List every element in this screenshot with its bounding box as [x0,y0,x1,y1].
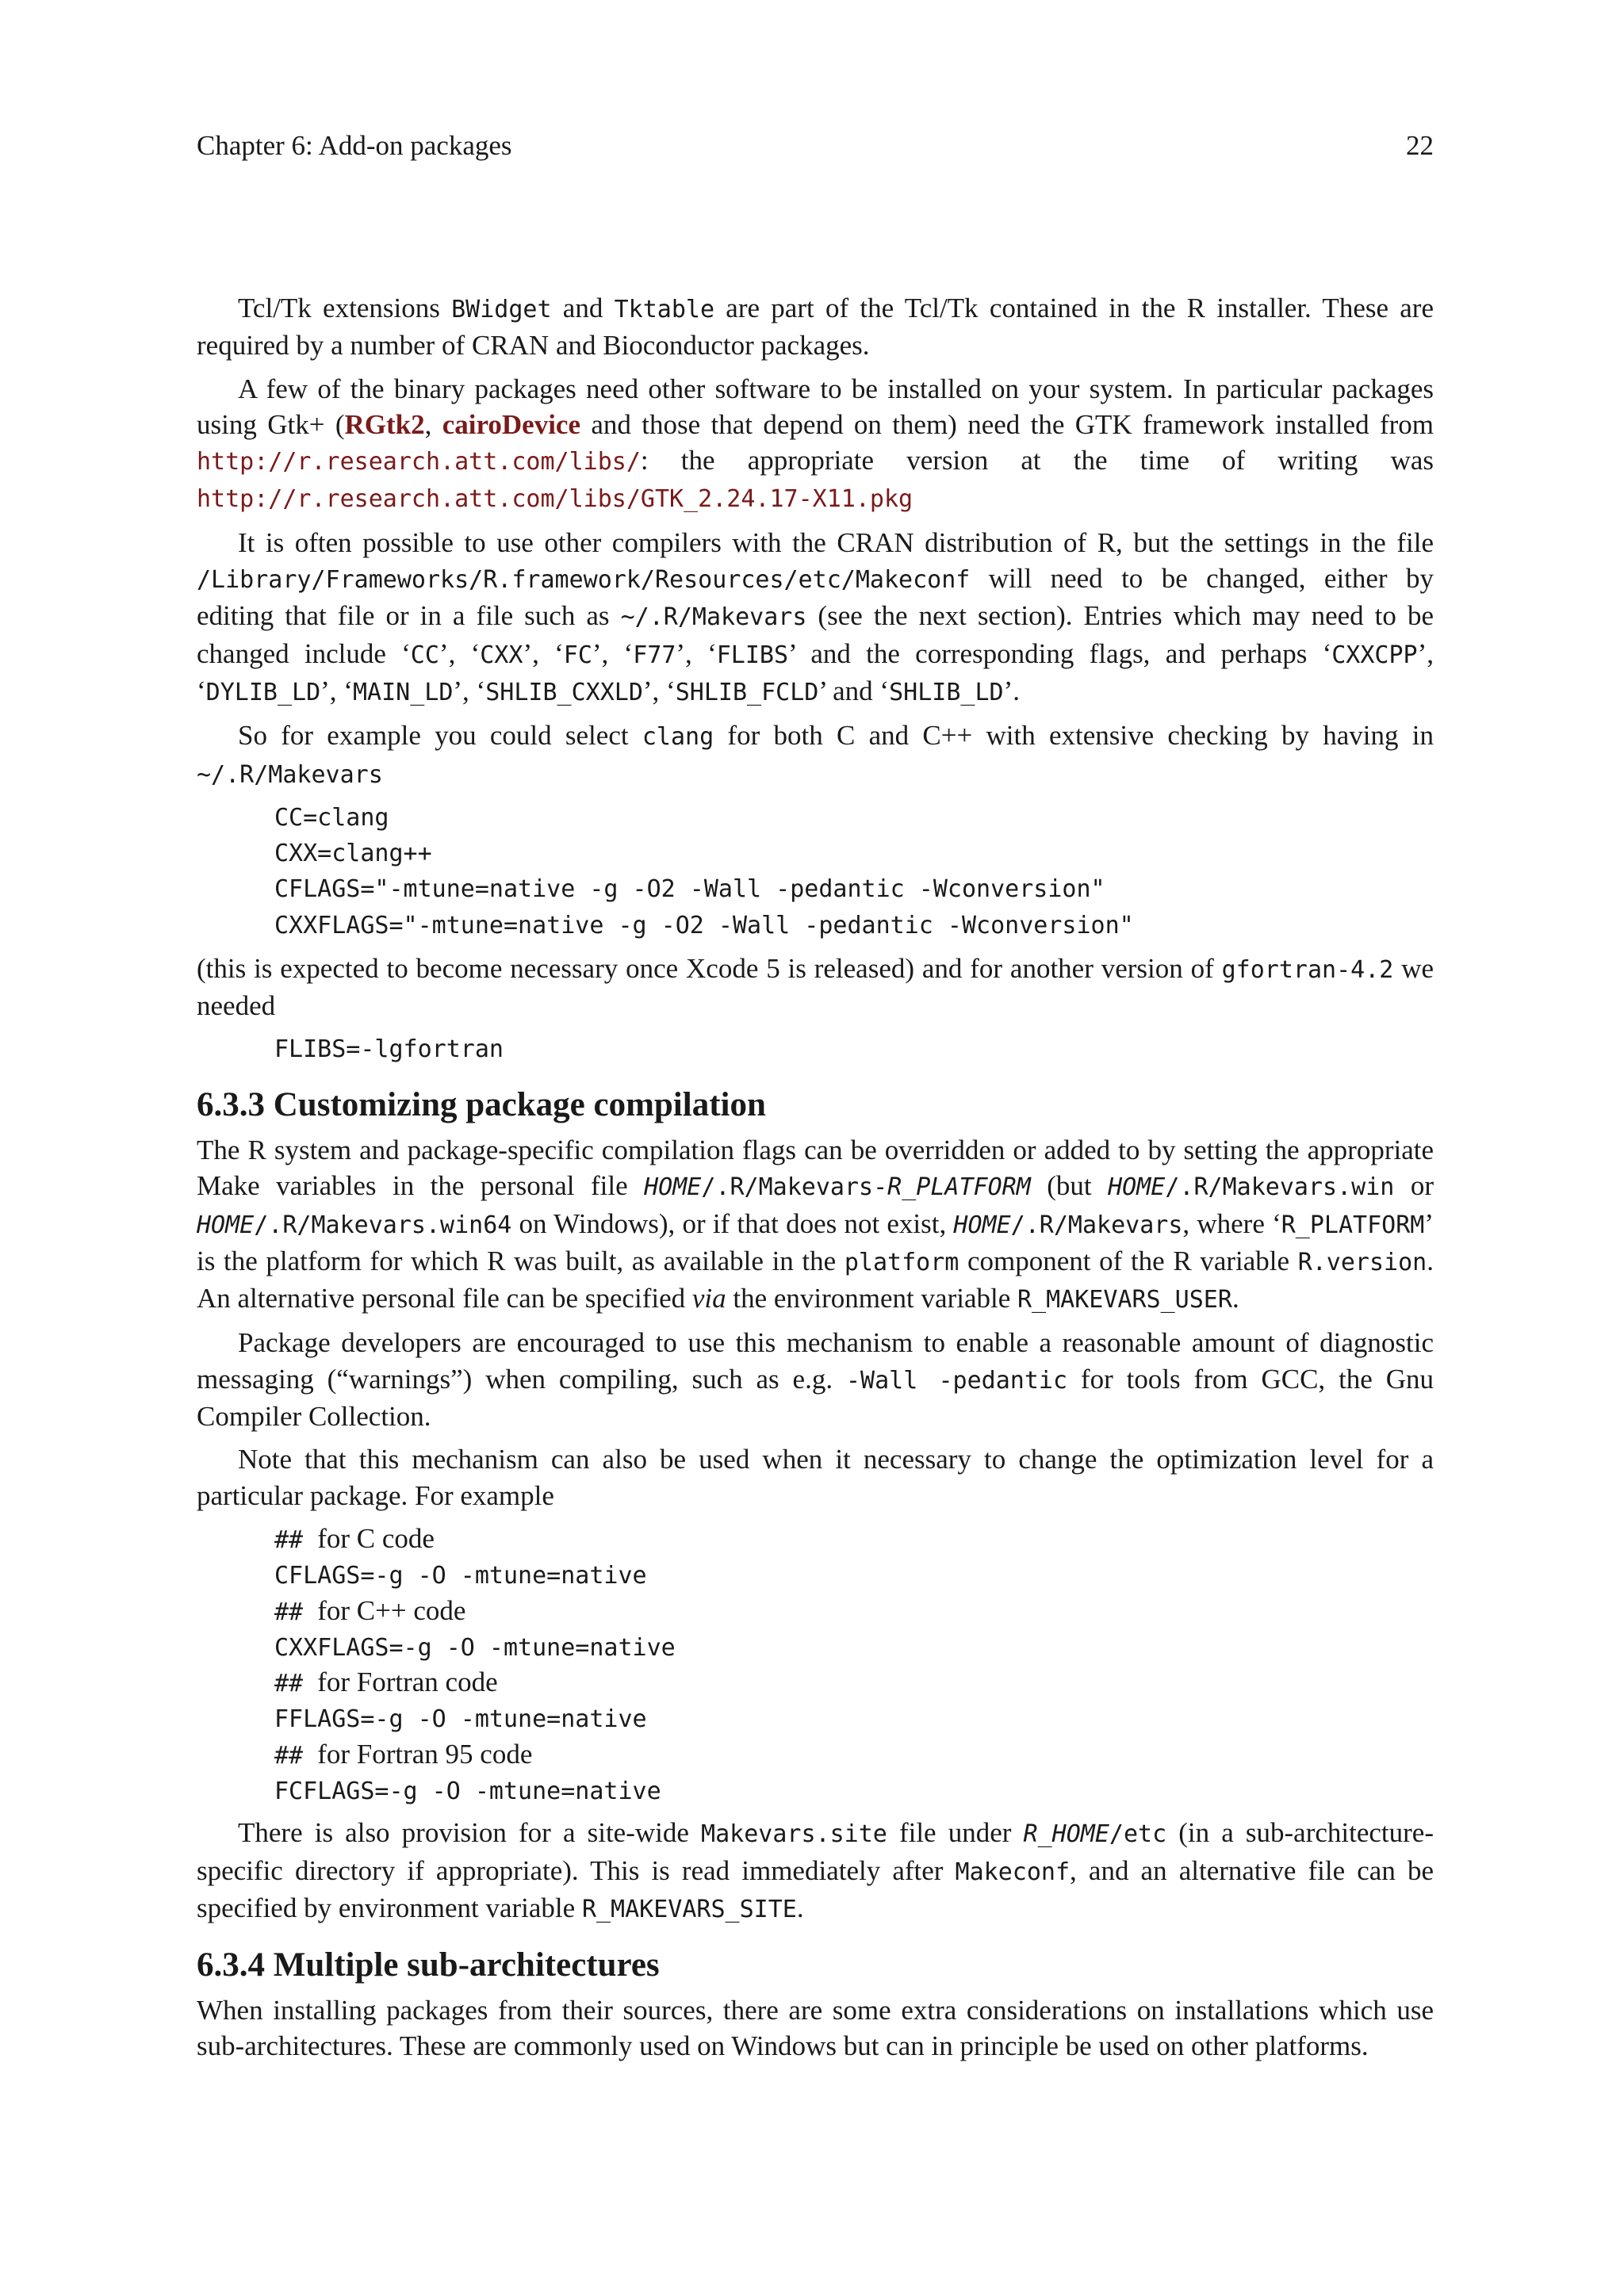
comment-text: for C++ code [317,1594,466,1626]
text: Package developers are encouraged to use this mechanism to enable a reasonable amount of diagnostic messaging (“warnings”) when compiling, such as e.g. [197,1327,1434,1395]
text: component of the R variable [959,1245,1298,1276]
text: and [551,293,615,323]
code-var: CXXCPP [1331,641,1418,669]
paragraph-tcltk [197,290,1434,364]
text: . [796,1892,804,1923]
code-var: R.version [1297,1248,1427,1276]
text: Note that this mechanism can also be used when it necessary to change the optimization level for a particular package. For example [197,1444,1434,1511]
code-line [274,1664,1434,1700]
paragraph-xcode [197,951,1434,1024]
code-block-clang: CC=clang CXX=clang++ CFLAGS="-mtune=native -g -O2 -Wall -pedantic -Wconversion" CXXFLAGS="-mtune=native -g -O2 -Wall -pedantic -Wconversion" [274,803,1134,939]
text: (see the next section). Entries which may need to be changed include ‘ [197,600,1434,669]
text: ’, ‘ [642,675,676,706]
text: or [1394,1170,1434,1202]
paragraph-developers [197,1325,1434,1434]
text: Tcl/Tk extensions [238,293,452,323]
code-line [274,1700,1434,1735]
code-var: FC [563,641,592,669]
code-var: DYLIB_LD [205,678,321,706]
text: and those that depend on them) need the GTK framework installed from [580,408,1434,440]
code-var-italic: HOME [197,1211,255,1239]
text: , where ‘ [1182,1207,1281,1239]
text: . An alternative personal file can be specified [197,1245,1434,1314]
code-path: /.R/Makevars- [701,1173,888,1202]
emphasis: via [691,1283,726,1314]
paragraph-binary-packages [197,371,1434,518]
code-line [274,1772,1434,1808]
code-makevars-path: ~/.R/Makevars [197,760,383,789]
code-var: CC [410,641,439,669]
comment-text: for Fortran 95 code [317,1738,533,1770]
text: ’. [1003,675,1020,706]
code-path: /.R/Makevars [1010,1211,1183,1239]
code-line [274,1736,1434,1772]
text: So for example you could select [238,720,642,752]
link-gtk-pkg-url[interactable]: http://r.research.att.com/libs/GTK_2.24.17-X11.pkg [197,485,914,514]
code-var-italic: R_PLATFORM [887,1173,1031,1202]
code-var-italic: R_HOME [1023,1820,1109,1849]
text: will need to be changed, either by editing that file or in a file such as [197,563,1434,632]
text: we needed [197,953,1434,1022]
text: ’ is the platform for which R was built, as available in the [197,1207,1434,1276]
text: (this is expected to become necessary once Xcode 5 is released) and for another version of [197,953,1222,985]
code-makeconf-path: /Library/Frameworks/R.framework/Resources/etc/Makeconf [197,566,971,595]
code-var: R_MAKEVARS_USER [1017,1286,1232,1314]
text: for both C and C++ with extensive checking by having in [714,720,1434,752]
text: : the appropriate version at the time of writing was [640,445,1434,476]
code-path: /.R/Makevars.win64 [254,1211,512,1239]
text: The R system and package-specific compilation flags can be overridden or added to by setting the appropriate Make variables in the personal file [197,1134,1434,1202]
code-makevars-path: ~/.R/Makevars [620,603,807,632]
code: ## [274,1525,318,1554]
code-line [274,1556,1434,1592]
code-var-italic: HOME [953,1211,1011,1239]
text: It is often possible to use other compilers with the CRAN distribution of R, but the settings in the file [238,526,1434,558]
section-heading-customizing: 6.3.3 Customizing package compilation [197,1085,766,1123]
text: ’, ‘ [453,675,486,706]
text: There is also provision for a site-wide [238,1817,702,1849]
code-var-italic: HOME [644,1173,702,1202]
paragraph-makevars [197,1132,1434,1318]
comment-text: for Fortran code [317,1667,498,1698]
text: . [1231,1283,1239,1314]
code-var: F77 [633,641,676,669]
page-body [197,290,1434,2072]
code-var: CXX [480,641,523,669]
link-cairodevice[interactable]: cairoDevice [442,408,580,440]
code-flags: -Wall -pedantic [845,1366,1068,1395]
text: A few of the binary packages need other software to be installed on your system. In particular packages using Gtk+ ( [197,373,1434,440]
code-line [274,1628,1434,1664]
text: ’, ‘ [523,637,564,669]
code-block-optimization [274,1521,1434,1808]
code-bwidget: BWidget [451,296,552,323]
code: FFLAGS=-g -O -mtune=native [274,1705,647,1734]
code-var: R_MAKEVARS_SITE [581,1895,797,1923]
code-var: SHLIB_FCLD [675,678,819,706]
link-libs-url[interactable]: http://r.research.att.com/libs/ [197,448,641,476]
page-number: 22 [1406,130,1434,161]
code: FCFLAGS=-g -O -mtune=native [274,1777,661,1805]
code-var: SHLIB_LD [889,678,1004,706]
text: ’, ‘ [592,637,634,669]
code-var-italic: HOME [1108,1173,1166,1202]
code: CXXFLAGS=-g -O -mtune=native [274,1633,676,1662]
paragraph-optimization [197,1441,1434,1513]
text: the environment variable [726,1283,1017,1314]
text: ’, ‘ [439,637,481,669]
code-var: platform [844,1248,959,1276]
code-var: MAIN_LD [352,678,454,706]
text: , [424,408,442,440]
text: ’, ‘ [197,637,1434,706]
paragraph-clang-example [197,718,1434,793]
comment-text: for C code [317,1522,435,1554]
text: ’, ‘ [676,637,717,669]
code: CFLAGS=-g -O -mtune=native [274,1562,647,1590]
code-var: FLIBS [716,641,789,669]
chapter-title: Chapter 6: Add-on packages [197,130,512,161]
text: for tools from GCC, the Gnu Compiler Collection. [197,1363,1434,1433]
text: are part of the Tcl/Tk contained in the R installer. These are required by a number of CRAN and Bioconductor packages. [197,293,1434,362]
code-var: R_PLATFORM [1281,1211,1425,1239]
code-var: SHLIB_CXXLD [485,678,643,706]
code-line [274,1593,1434,1628]
code-gfortran: gfortran-4.2 [1221,956,1394,985]
section-heading-subarch: 6.3.4 Multiple sub-architectures [197,1946,660,1984]
code: ## [274,1598,318,1626]
code-tktable: Tktable [614,296,715,323]
text: ’ and ‘ [818,675,890,706]
code-path: /.R/Makevars.win [1165,1173,1395,1202]
link-rgtk2[interactable]: RGtk2 [344,408,425,440]
code-path: /etc [1109,1820,1167,1849]
text: (in a sub-architecture-specific directory if appropriate). This is read immediately after [197,1817,1434,1886]
text: , and an alternative file can be specified by environment variable [197,1854,1434,1923]
paragraph-site-wide [197,1815,1434,1927]
code: ## [274,1670,318,1698]
code-makeconf: Makeconf [955,1858,1071,1886]
code-line [274,1521,1434,1556]
paragraph-subarch [197,1992,1434,2064]
code-makevars-site: Makevars.site [701,1820,887,1849]
text: (but [1030,1170,1109,1202]
text: ’, ‘ [320,675,353,706]
code-clang: clang [642,723,714,752]
text: on Windows), or if that does not exist, [511,1207,954,1239]
paragraph-compilers [197,525,1434,710]
text: When installing packages from their sources, there are some extra considerations on installations which use sub-architectures. These are commonly used on Windows but can in principle be used on other platforms. [197,1995,1434,2062]
text: ’ and the corresponding flags, and perhaps ‘ [788,637,1332,669]
code: ## [274,1741,318,1770]
code-block-flibs: FLIBS=-lgfortran [274,1035,504,1063]
text: file under [887,1817,1024,1849]
